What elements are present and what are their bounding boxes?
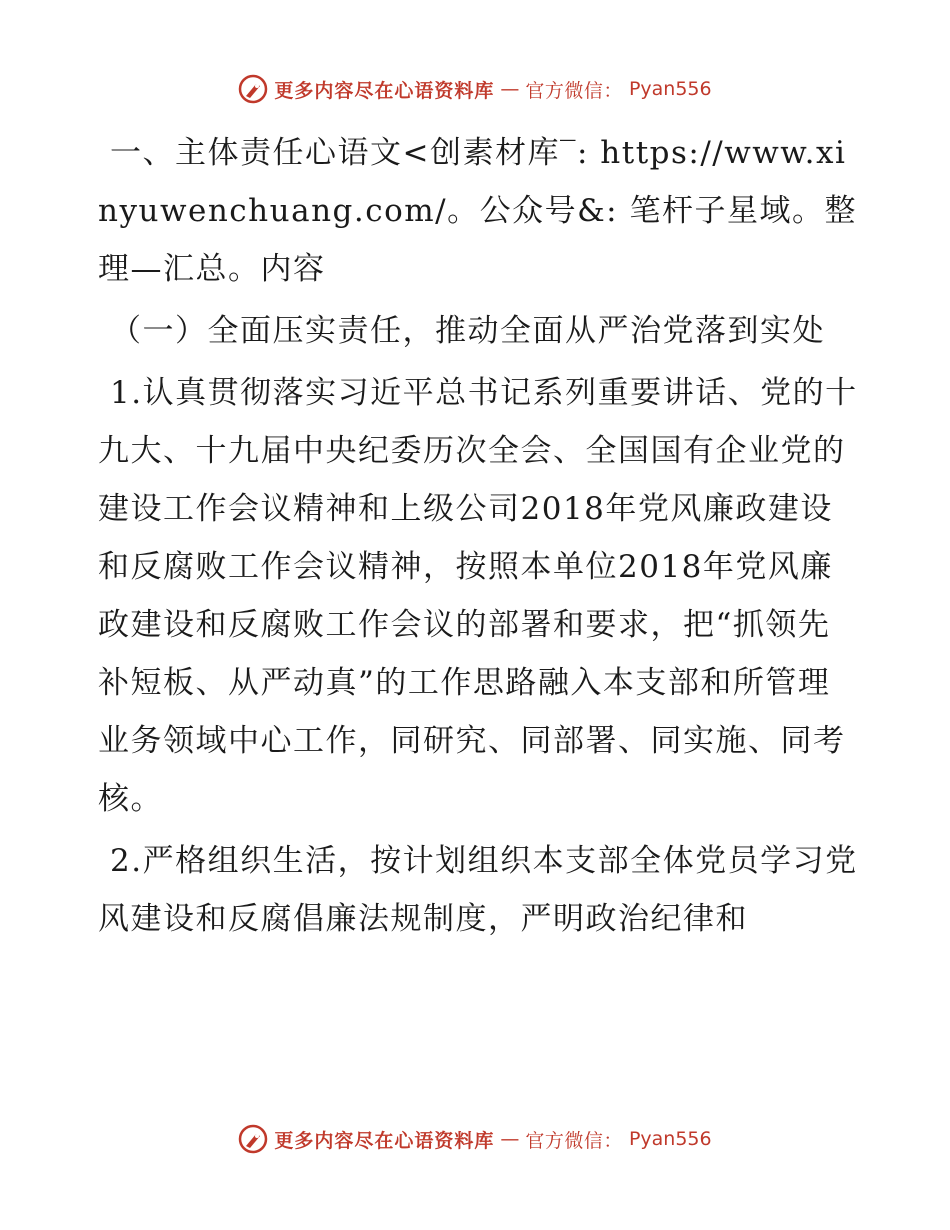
watermark-wechat-id: Pyan556 (628, 78, 712, 100)
watermark-contact-label: 官方微信： (525, 1129, 623, 1152)
watermark-separator: — (500, 78, 520, 100)
section-title: （一）全面压实责任，推动全面从严治党落到实处 (110, 313, 825, 349)
watermark-wechat-id: Pyan556 (628, 1128, 712, 1150)
pen-nib-icon (238, 1124, 268, 1154)
watermark-text: 更多内容尽在心语资料库 (274, 79, 495, 102)
document-body (98, 124, 858, 952)
watermark-contact-label: 官方微信： (525, 79, 623, 102)
watermark-text: 更多内容尽在心语资料库 (274, 1129, 495, 1152)
pen-nib-icon (238, 74, 268, 104)
watermark-separator: — (500, 1128, 520, 1150)
list-item: 2.严格组织生活，按计划组织本支部全体党员学习党风建设和反腐倡廉法规制度，严明政治纪律和 (98, 843, 858, 937)
footer-watermark (0, 1124, 950, 1154)
document-heading: 一、主体责任心语文<创素材库‾: https://www.xinyuwenchuang.com/。公众号&: 笔杆子星域。整理—汇总。内容 (98, 135, 857, 287)
list-item: 1.认真贯彻落实习近平总书记系列重要讲话、党的十九大、十九届中央纪委历次全会、全国国有企业党的建设工作会议精神和上级公司2018年党风廉政建设和反腐败工作会议精神，按照本单位2018年党风廉政建设和反腐败工作会议的部署和要求，把“抓领先补短板、从严动真”的工作思路融入本支部和所管理业务领域中心工作，同研究、同部署、同实施、同考核。 (98, 375, 858, 817)
header-watermark (0, 74, 950, 104)
